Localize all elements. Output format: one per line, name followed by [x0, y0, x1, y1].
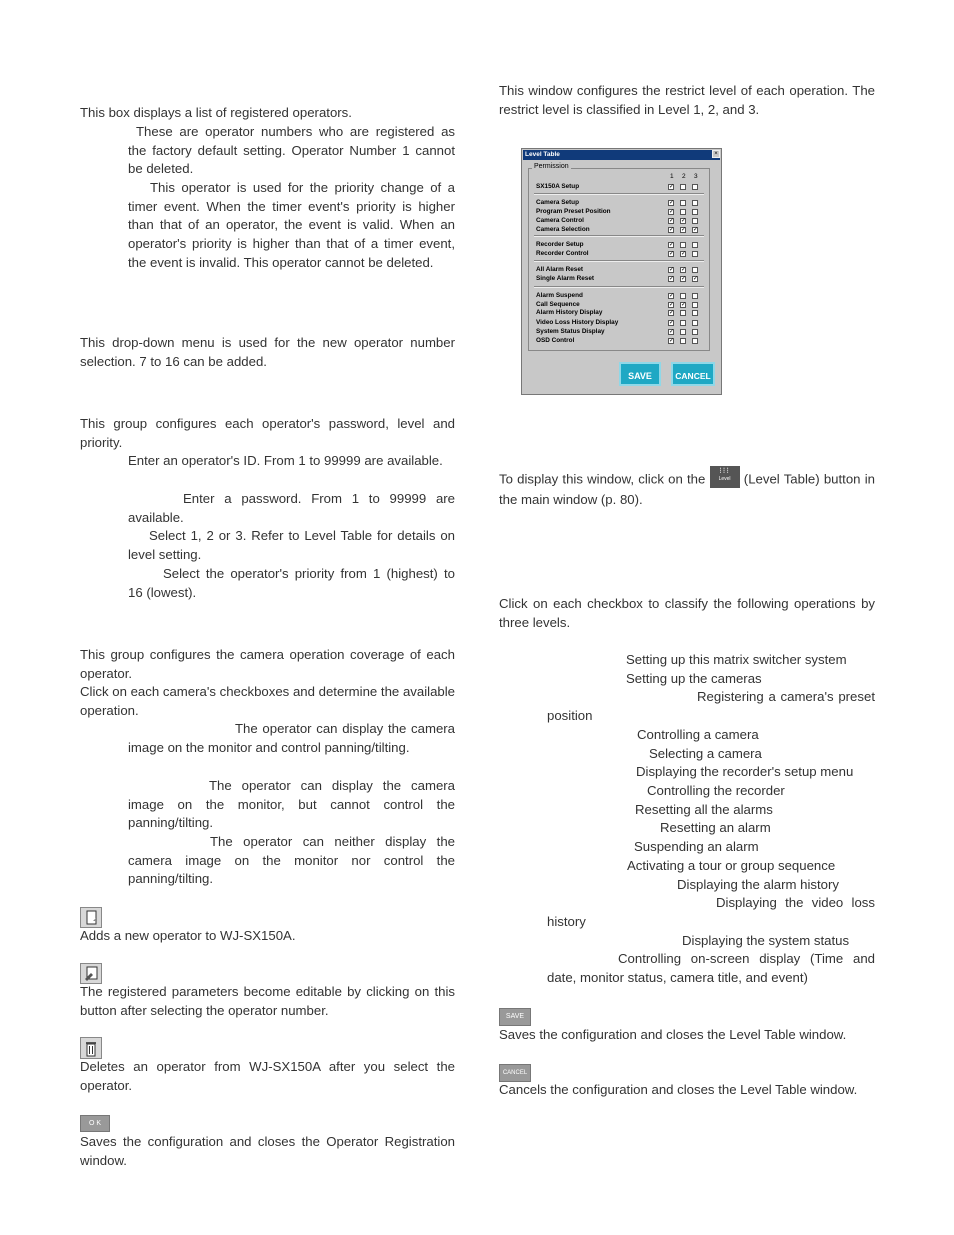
- level-3-checkbox[interactable]: [692, 184, 698, 190]
- op-desc-9: Suspending an alarm: [634, 839, 759, 854]
- level-2-checkbox[interactable]: [680, 200, 686, 206]
- level-3-checkbox[interactable]: [692, 310, 698, 316]
- op-desc-13: Displaying the system status: [682, 933, 850, 948]
- level-desc: Select 1, 2 or 3. Refer to Level Table for details on level setting.: [128, 528, 455, 562]
- op-desc-4: Selecting a camera: [649, 746, 762, 761]
- level-1-checkbox[interactable]: ✓: [669, 218, 675, 224]
- priority-desc: Select the operator's priority from 1 (highest) to 16 (lowest).: [128, 566, 455, 600]
- op-desc-5: Displaying the recorder's setup menu: [636, 764, 854, 779]
- level-2-checkbox[interactable]: [680, 209, 686, 215]
- level-2-checkbox[interactable]: [680, 320, 686, 326]
- op-desc-7: Resetting all the alarms: [635, 802, 773, 817]
- level-window-desc: This window configures the restrict level of each operation. The restrict level is classified in Level 1, 2, and 3.: [499, 83, 875, 117]
- level-1-checkbox[interactable]: ✓: [669, 242, 675, 248]
- level-3-checkbox[interactable]: [692, 320, 698, 326]
- group-separator: [534, 235, 704, 237]
- permission-row-label: Camera Setup: [536, 199, 579, 206]
- close-icon[interactable]: ×: [712, 150, 720, 158]
- display-window-desc: To display this window, click on the ⁝⁝⁝ Level (Level Table) button in the main window (p. 80).: [499, 466, 875, 507]
- checkbox-desc: Click on each checkbox to classify the following operations by three levels.: [499, 596, 875, 630]
- cancel-button[interactable]: CANCEL: [671, 362, 715, 386]
- cancel-desc: Cancels the configuration and closes the Level Table window.: [499, 1082, 858, 1097]
- id-desc: Enter an operator's ID. From 1 to 99999 are available.: [128, 453, 443, 468]
- level-2-checkbox[interactable]: [680, 293, 686, 299]
- level-2-checkbox[interactable]: [680, 338, 686, 344]
- level-1-checkbox[interactable]: ✓: [669, 338, 675, 344]
- op-desc-10: Activating a tour or group sequence: [627, 858, 836, 873]
- level-2-checkbox[interactable]: ✓: [681, 302, 687, 308]
- op-desc-11: Displaying the alarm history: [677, 877, 839, 892]
- level-2-checkbox[interactable]: [680, 329, 686, 335]
- level-table-window: [521, 148, 722, 395]
- permission-row-label: All Alarm Reset: [536, 266, 583, 273]
- op-desc-2: Registering a camera's preset position: [547, 689, 875, 723]
- op-desc-1: Setting up the cameras: [626, 671, 762, 686]
- op-desc-3: Controlling a camera: [637, 727, 759, 742]
- level-1-checkbox[interactable]: ✓: [669, 267, 675, 273]
- level-3-checkbox[interactable]: [692, 329, 698, 335]
- password-group-desc: This group configures each operator's password, level and priority.: [80, 416, 455, 450]
- level-2-checkbox[interactable]: [680, 310, 686, 316]
- ok-desc: Saves the configuration and closes the Operator Registration window.: [80, 1134, 455, 1168]
- save-desc: Saves the configuration and closes the Level Table window.: [499, 1027, 847, 1042]
- level-1-checkbox[interactable]: ✓: [669, 302, 675, 308]
- level-table-icon[interactable]: ⁝⁝⁝ Level: [710, 466, 740, 488]
- camera-checkbox-desc: Click on each camera's checkboxes and determine the available operation.: [80, 684, 455, 718]
- display-only-desc: The operator can display the camera image on the monitor, but cannot control the panning/tilting.: [128, 778, 455, 831]
- level-1-checkbox[interactable]: ✓: [669, 310, 675, 316]
- op-desc-14: Controlling on-screen display (Time and date, monitor status, camera title, and event): [547, 951, 875, 985]
- op-desc-6: Controlling the recorder: [647, 783, 785, 798]
- default-operators-desc: These are operator numbers who are registered as the factory default setting. Operator Number 1 cannot be deleted.: [128, 124, 455, 177]
- operator-list-desc: This box displays a list of registered operators.: [80, 105, 352, 120]
- level-3-checkbox[interactable]: [692, 242, 698, 248]
- level-header-1: 1: [670, 173, 674, 180]
- full-control-desc: The operator can display the camera image on the monitor and control panning/tilting.: [128, 721, 455, 755]
- level-1-checkbox[interactable]: ✓: [669, 251, 675, 257]
- op-desc-12: Displaying the video loss history: [547, 895, 875, 929]
- trash-icon: [81, 1038, 101, 1058]
- save-icon-button[interactable]: SAVE: [499, 1008, 531, 1026]
- level-3-checkbox[interactable]: [692, 200, 698, 206]
- level-2-checkbox[interactable]: ✓: [681, 227, 687, 233]
- group-separator: [534, 193, 704, 195]
- group-separator: [534, 260, 704, 262]
- timer-operator-desc: This operator is used for the priority change of a timer event. When the timer event's priority is higher than that of an operator, the event is valid. When an operator's priority is higher than that of a timer event, the event is invalid. This operator cannot be deleted.: [128, 180, 455, 270]
- camera-group-desc: This group configures the camera operation coverage of each operator.: [80, 647, 455, 681]
- dropdown-desc: This drop-down menu is used for the new operator number selection. 7 to 16 can be added.: [80, 335, 455, 369]
- ok-button[interactable]: O K: [80, 1115, 110, 1132]
- level-3-checkbox[interactable]: [692, 302, 698, 308]
- permission-row-label: Program Preset Position: [536, 208, 611, 215]
- level-1-checkbox[interactable]: ✓: [669, 293, 675, 299]
- edit-icon: [81, 964, 101, 983]
- level-1-checkbox[interactable]: ✓: [669, 276, 675, 282]
- level-3-checkbox[interactable]: [692, 218, 698, 224]
- level-3-checkbox[interactable]: ✓: [693, 227, 699, 233]
- level-header-3: 3: [694, 173, 698, 180]
- level-3-checkbox[interactable]: [692, 267, 698, 273]
- level-3-checkbox[interactable]: [692, 293, 698, 299]
- level-2-checkbox[interactable]: ✓: [681, 251, 687, 257]
- new-document-icon: [81, 908, 101, 927]
- level-2-checkbox[interactable]: ✓: [681, 267, 687, 273]
- permission-row-label: OSD Control: [536, 337, 575, 344]
- save-button[interactable]: SAVE: [619, 362, 661, 386]
- cancel-icon-button[interactable]: CANCEL: [499, 1064, 531, 1082]
- permission-row-label: Alarm History Display: [536, 309, 603, 316]
- permission-row-label: SX150A Setup: [536, 183, 580, 190]
- permission-row-label: Recorder Setup: [536, 241, 584, 248]
- permission-row-label: Alarm Suspend: [536, 292, 583, 299]
- level-1-checkbox[interactable]: ✓: [669, 227, 675, 233]
- level-3-checkbox[interactable]: [692, 251, 698, 257]
- password-desc: Enter a password. From 1 to 99999 are available.: [128, 491, 455, 525]
- op-desc-8: Resetting an alarm: [660, 820, 771, 835]
- level-1-checkbox[interactable]: ✓: [669, 209, 675, 215]
- add-operator-button[interactable]: [80, 907, 102, 928]
- delete-desc: Deletes an operator from WJ-SX150A after you select the operator.: [80, 1059, 455, 1093]
- permission-row-label: Recorder Control: [536, 250, 589, 257]
- permission-row-label: Camera Control: [536, 217, 584, 224]
- level-header-2: 2: [682, 173, 686, 180]
- level-1-checkbox[interactable]: ✓: [669, 320, 675, 326]
- level-2-checkbox[interactable]: [680, 242, 686, 248]
- permission-row-label: Single Alarm Reset: [536, 275, 595, 282]
- level-1-checkbox[interactable]: ✓: [669, 184, 675, 190]
- permission-row-label: System Status Display: [536, 328, 605, 335]
- level-3-checkbox[interactable]: [692, 209, 698, 215]
- level-2-checkbox[interactable]: ✓: [681, 276, 687, 282]
- edit-desc: The registered parameters become editable by clicking on this button after selecting the operator number.: [80, 984, 455, 1018]
- window-title: Level Table: [523, 150, 720, 160]
- permission-row-label: Camera Selection: [536, 226, 590, 233]
- level-3-checkbox[interactable]: [692, 338, 698, 344]
- permission-label: Permission: [534, 163, 569, 170]
- add-desc: Adds a new operator to WJ-SX150A.: [80, 928, 296, 943]
- group-separator: [534, 286, 704, 288]
- permission-row-label: Video Loss History Display: [536, 319, 619, 326]
- no-access-desc: The operator can neither display the camera image on the monitor nor control the panning/tilting.: [128, 834, 455, 887]
- level-3-checkbox[interactable]: ✓: [693, 276, 699, 282]
- level-1-checkbox[interactable]: ✓: [669, 329, 675, 335]
- level-2-checkbox[interactable]: [680, 184, 686, 190]
- level-1-checkbox[interactable]: ✓: [669, 200, 675, 206]
- op-desc-0: Setting up this matrix switcher system: [626, 652, 847, 667]
- level-2-checkbox[interactable]: ✓: [681, 218, 687, 224]
- permission-row-label: Call Sequence: [536, 301, 580, 308]
- edit-operator-button[interactable]: [80, 963, 102, 984]
- delete-operator-button[interactable]: [80, 1037, 102, 1059]
